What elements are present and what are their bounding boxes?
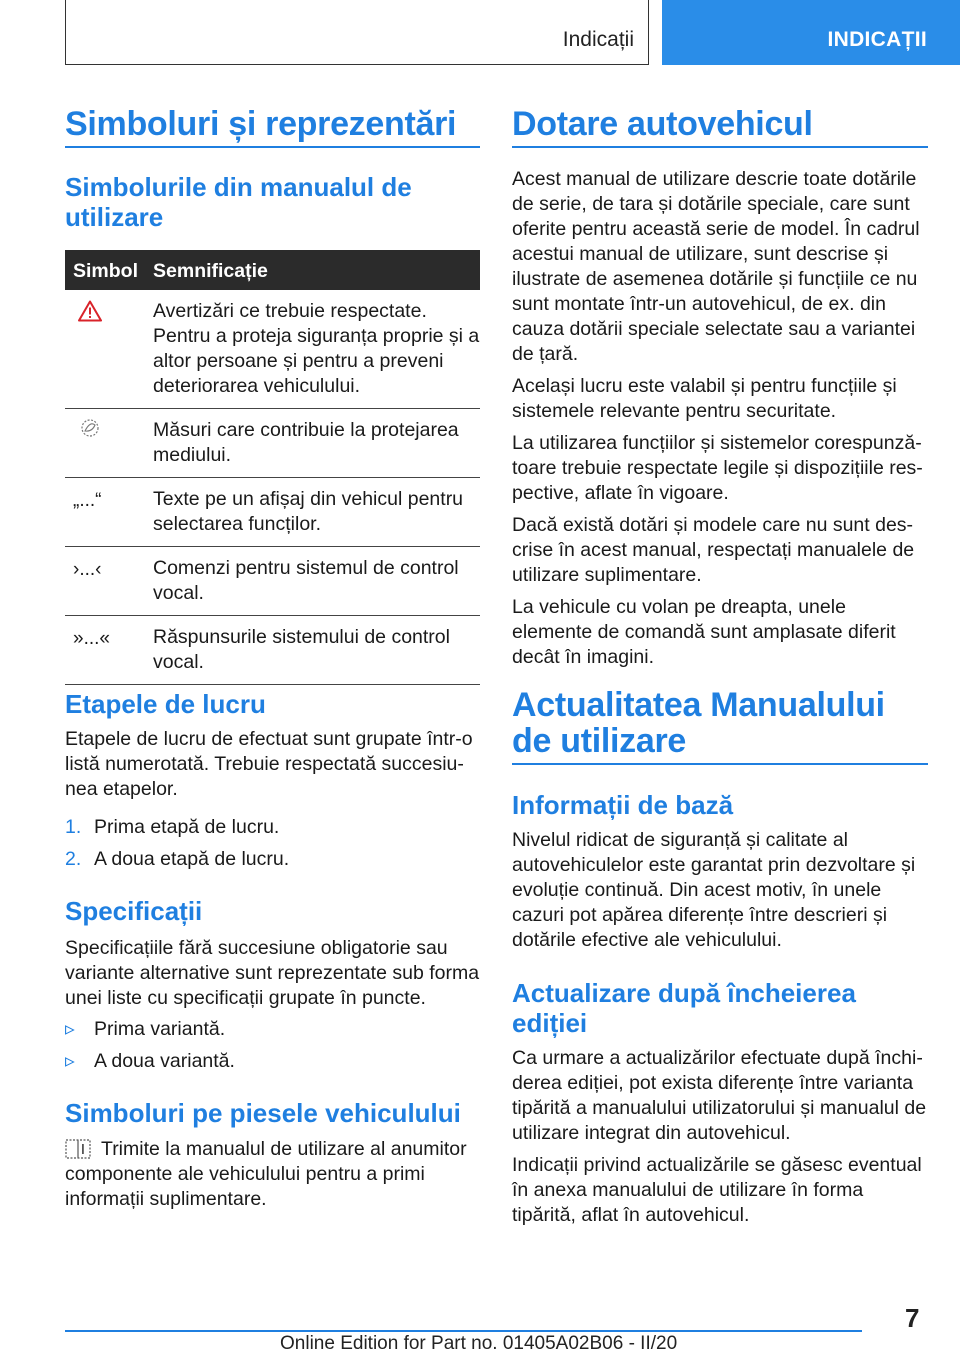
table-header xyxy=(65,250,480,290)
list-marker: 2. xyxy=(65,848,82,870)
paragraph: La vehicule cu volan pe dreapta, unele elemente de comandă sunt amplasate diferit decât în imagini. xyxy=(512,596,896,668)
paragraph: Dacă există dotări și modele care nu sunt descrise în acest manual, respectați manualele de utilizare suplimentare. xyxy=(512,514,915,586)
table-header-meaning: Semnificație xyxy=(153,260,268,282)
steps-description: Etapele de lucru de efectuat sunt grupate într-o listă numerotată. Trebuie respectată succesiunea etapelor. xyxy=(65,728,473,800)
table-cell-symbol: »...« xyxy=(73,628,110,649)
section-title-manual-update: Actualitatea Manualului de utilizare xyxy=(512,686,885,760)
paragraph: Același lucru este valabil și pentru funcțiile și sistemele relevante pentru securitate. xyxy=(512,375,897,422)
parts-text: Trimite la manualul de utilizare al anumitor componente ale vehiculului pentru a primi informații suplimentare. xyxy=(65,1138,467,1210)
table-cell-symbol: ›...‹ xyxy=(73,559,102,580)
basic-info-text: Nivelul ridicat de siguranță și calitate al autovehiculelor este garantat prin dezvoltare și evoluție continuă. Din acest motiv, în unele cazuri pot apărea diferențe între descrieri și dotările efective ale vehiculului. xyxy=(512,829,916,951)
footer-divider xyxy=(65,1330,862,1332)
heading-basic-info: Informații de bază xyxy=(512,790,734,820)
table-row xyxy=(65,616,480,685)
table-row xyxy=(65,409,480,478)
table-row xyxy=(65,290,480,409)
header-section-box xyxy=(65,0,649,65)
table-row xyxy=(65,547,480,616)
footer-edition-link[interactable]: Online Edition for Part no. 01405A02B06 - II/20 xyxy=(280,1333,678,1354)
list-text: Prima variantă. xyxy=(94,1018,226,1040)
section-title-symbols: Simboluri și reprezentări xyxy=(65,105,457,143)
page-number: 7 xyxy=(905,1303,920,1333)
environment-icon xyxy=(73,421,143,445)
specs-description: Specificațiile fără succesiune obligatorie sau variante alternative sunt reprezentate sub forma unei liste cu specificații grupate în puncte. xyxy=(65,937,480,1009)
section-title-equipment: Dotare autovehicul xyxy=(512,105,813,143)
title-divider xyxy=(512,763,928,765)
table-cell-meaning: Avertizări ce trebuie respectate. Pentru a proteja siguranța proprie și a altor persoane și pentru a preveni deteriorarea vehiculului. xyxy=(153,300,480,397)
list-item xyxy=(65,815,480,840)
list-item xyxy=(65,1017,480,1042)
heading-post-edition-update: Actualizare după încheierea ediției xyxy=(512,978,856,1038)
warning-icon xyxy=(73,302,143,328)
header-chapter-label: INDICAȚII xyxy=(827,28,927,51)
list-item xyxy=(65,847,480,872)
triangle-bullet-icon: ▹ xyxy=(65,1050,75,1072)
paragraph: La utilizarea funcțiilor și sistemelor corespunzătoare trebuie respectate legile și dispozițiile respective, aflate în vigoare. xyxy=(512,432,923,504)
paragraph: Indicații privind actualizările se găsesc eventual în anexa manualului de utilizare în forma tipărită, aflat în autovehicul. xyxy=(512,1154,922,1226)
parts-description xyxy=(65,1137,480,1212)
heading-manual-symbols: Simbolurile din manualul de utilizare xyxy=(65,172,412,232)
paragraph: Acest manual de utilizare descrie toate dotările de serie, de tara și dotările speciale, care sunt oferite pentru această serie de model. În cadrul acestui manual de utilizare, sunt descrise și ilustrate de asemenea dotările și funcțiile ce nu sunt montate într-un autovehicul, de ex. din cauza dotării speciale selectate sau a variantei de țară. xyxy=(512,168,920,365)
triangle-bullet-icon: ▹ xyxy=(65,1018,75,1040)
title-divider xyxy=(65,146,480,148)
list-text: A doua etapă de lucru. xyxy=(94,848,290,870)
table-cell-symbol: „...“ xyxy=(73,490,102,511)
list-text: A doua variantă. xyxy=(94,1050,235,1072)
paragraph: Ca urmare a actualizărilor efectuate după închiderea ediției, pot exista diferențe între varianta tipărită a manualului utilizatorului și manualul de utilizare integrat din autovehicul. xyxy=(512,1047,927,1144)
list-item xyxy=(65,1049,480,1074)
list-text: Prima etapă de lucru. xyxy=(94,816,280,838)
header-section-label: Indicații xyxy=(562,28,634,51)
post-edition-text xyxy=(512,1046,930,1235)
table-cell-meaning: Comenzi pentru sistemul de control vocal. xyxy=(153,557,459,604)
table-row xyxy=(65,478,480,547)
heading-vehicle-part-symbols: Simboluri pe piesele vehiculului xyxy=(65,1098,461,1128)
table-cell-meaning: Texte pe un afișaj din vehicul pentru selectarea funcților. xyxy=(153,488,464,535)
table-header-symbol: Simbol xyxy=(73,260,139,282)
equipment-text xyxy=(512,167,928,677)
heading-specifications: Specificații xyxy=(65,896,203,926)
table-cell-meaning: Măsuri care contribuie la protejarea mediului. xyxy=(153,419,459,466)
heading-work-steps: Etapele de lucru xyxy=(65,689,266,719)
header-chapter-tab[interactable] xyxy=(662,0,960,65)
book-icon xyxy=(65,1138,91,1167)
symbols-table xyxy=(65,250,480,685)
title-divider xyxy=(512,146,928,148)
table-cell-meaning: Răspunsurile sistemului de control vocal. xyxy=(153,626,450,673)
list-marker: 1. xyxy=(65,816,82,838)
